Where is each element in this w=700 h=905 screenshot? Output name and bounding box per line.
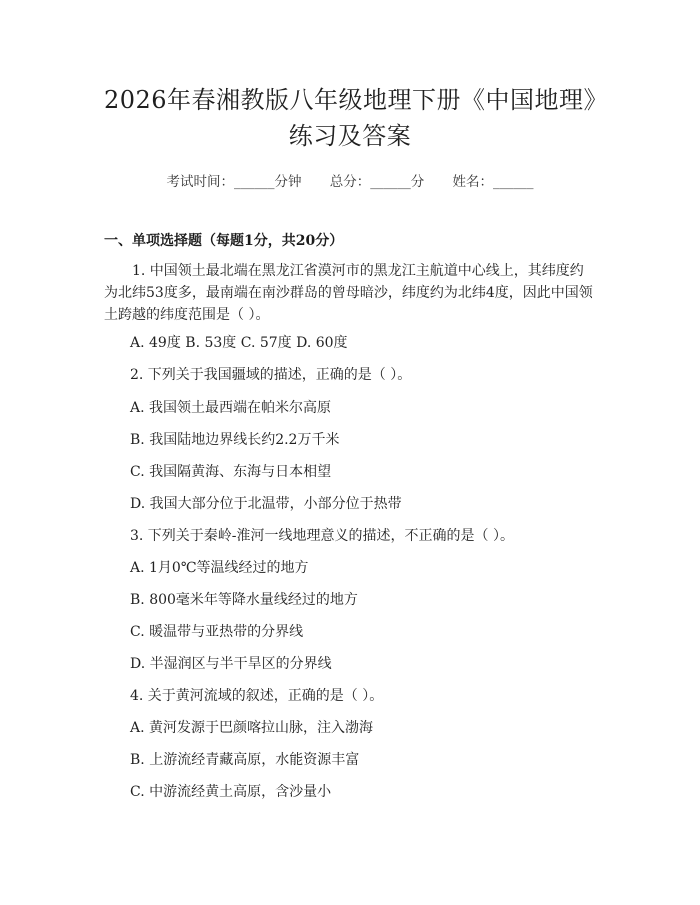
total-score-label: 总分：______分 <box>329 174 425 190</box>
question-2-option-d: D. 我国大部分位于北温带，小部分位于热带 <box>130 496 402 512</box>
question-2-option-a: A. 我国领土最西端在帕米尔高原 <box>130 400 332 416</box>
section-heading-single-choice: 一、单项选择题（每题1分，共20分） <box>104 233 344 249</box>
student-name-label: 姓名：______ <box>452 174 534 190</box>
document-title: 2026年春湘教版八年级地理下册《中国地理》练习及答案 <box>103 86 597 150</box>
question-4-option-a: A. 黄河发源于巴颜喀拉山脉，注入渤海 <box>130 720 374 736</box>
question-2-option-b: B. 我国陆地边界线长约2.2万千米 <box>130 432 340 448</box>
question-3-stem: 3. 下列关于秦岭-淮河一线地理意义的描述，不正确的是（ ）。 <box>130 528 514 544</box>
question-2-stem: 2. 下列关于我国疆域的描述，正确的是（ ）。 <box>130 367 412 383</box>
question-3-option-d: D. 半湿润区与半干旱区的分界线 <box>130 656 332 672</box>
question-4-option-b: B. 上游流经青藏高原，水能资源丰富 <box>130 752 360 768</box>
question-3-option-b: B. 800毫米年等降水量线经过的地方 <box>130 592 358 608</box>
question-4-stem: 4. 关于黄河流域的叙述，正确的是（ ）。 <box>130 688 384 704</box>
question-3-option-c: C. 暖温带与亚热带的分界线 <box>130 624 304 640</box>
question-1-options: A. 49度 B. 53度 C. 57度 D. 60度 <box>130 335 348 351</box>
exam-time-label: 考试时间：______分钟 <box>166 174 302 190</box>
question-2-option-c: C. 我国隔黄海、东海与日本相望 <box>130 464 332 480</box>
question-4-option-c: C. 中游流经黄土高原，含沙量小 <box>130 784 332 800</box>
question-1-stem: 1. 中国领土最北端在黑龙江省漠河市的黑龙江主航道中心线上，其纬度约为北纬53度多，最南端在南沙群岛的曾母暗沙，纬度约为北纬4度，因此中国领土跨越的纬度范围是（ ）。 <box>104 263 593 323</box>
question-3-option-a: A. 1月0℃等温线经过的地方 <box>130 560 309 576</box>
exam-meta <box>0 170 700 190</box>
